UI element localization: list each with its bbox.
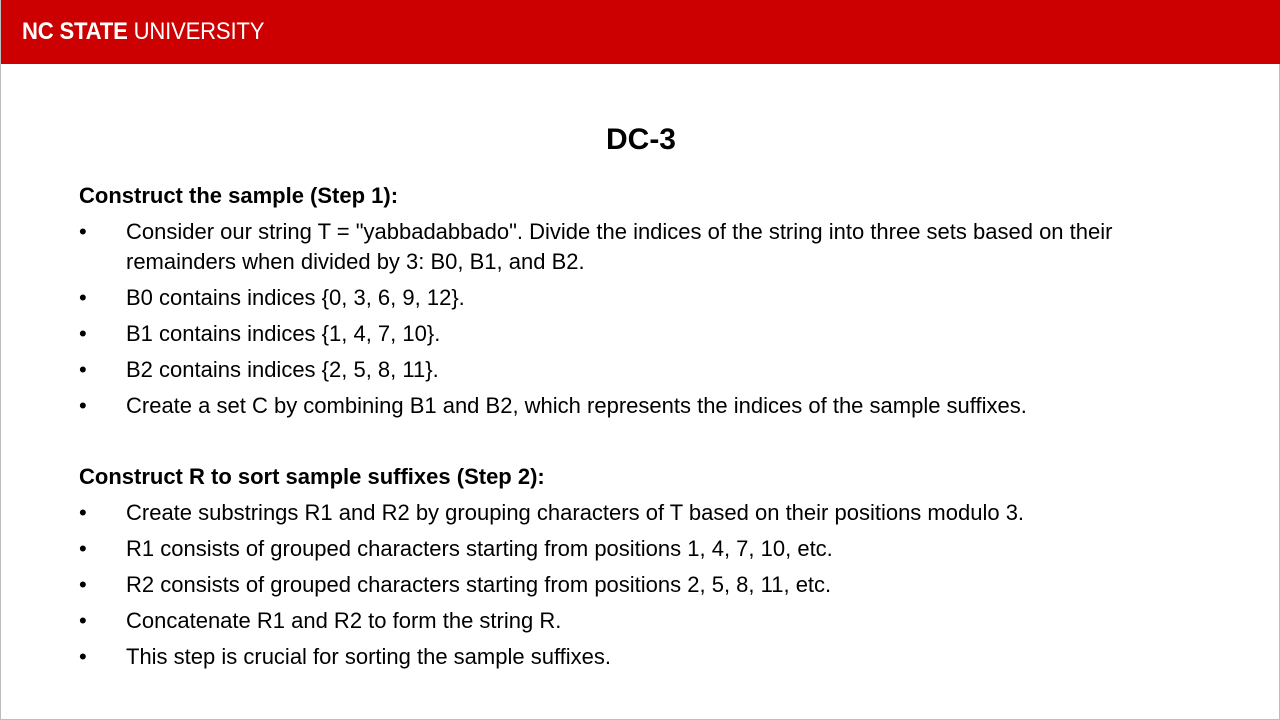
bullet-icon: •	[79, 536, 87, 561]
list-item	[79, 217, 1219, 277]
list-item-text: R1 consists of grouped characters starting from positions 1, 4, 7, 10, etc.	[126, 536, 833, 561]
section-heading-step-2: Construct R to sort sample suffixes (Step 2):	[79, 464, 545, 489]
list-item	[79, 319, 1219, 349]
header-bar	[1, 0, 1280, 64]
bullet-icon: •	[79, 608, 87, 633]
list-item	[79, 570, 1219, 600]
list-item	[79, 534, 1219, 564]
list-item	[79, 355, 1219, 385]
list-item	[79, 498, 1219, 528]
university-logo	[22, 17, 264, 47]
logo-light-text: UNIVERSITY	[127, 18, 265, 45]
bullet-icon: •	[79, 219, 87, 244]
bullet-icon: •	[79, 393, 87, 418]
list-item-text: Create substrings R1 and R2 by grouping characters of T based on their positions modulo 3.	[126, 500, 1025, 525]
bullet-icon: •	[79, 500, 87, 525]
section-heading-step-1: Construct the sample (Step 1):	[79, 183, 399, 208]
bullet-icon: •	[79, 285, 87, 310]
list-item-text: R2 consists of grouped characters starting from positions 2, 5, 8, 11, etc.	[126, 572, 832, 597]
bullet-icon: •	[79, 321, 87, 346]
list-item	[79, 642, 1219, 672]
list-item-text: Create a set C by combining B1 and B2, which represents the indices of the sample suffixes.	[126, 393, 1027, 418]
bullet-list-step-1	[79, 217, 1219, 427]
list-item	[79, 283, 1219, 313]
bullet-icon: •	[79, 357, 87, 382]
logo-bold-text: NC STATE	[22, 18, 128, 45]
list-item-text: B2 contains indices {2, 5, 8, 11}.	[126, 357, 439, 382]
slide-title: DC-3	[605, 123, 676, 156]
bullet-icon: •	[79, 572, 87, 597]
bullet-list-step-2	[79, 498, 1219, 678]
list-item-text: Concatenate R1 and R2 to form the string R.	[126, 608, 562, 633]
list-item	[79, 391, 1219, 421]
list-item-text: B0 contains indices {0, 3, 6, 9, 12}.	[126, 285, 465, 310]
list-item	[79, 606, 1219, 636]
list-item-text: B1 contains indices {1, 4, 7, 10}.	[126, 321, 441, 346]
bullet-icon: •	[79, 644, 87, 669]
list-item-text: This step is crucial for sorting the sample suffixes.	[126, 644, 612, 669]
list-item-text: Consider our string T = "yabbadabbado". Divide the indices of the string into three sets based on their remainders when divided by 3: B0, B1, and B2.	[126, 219, 1113, 274]
